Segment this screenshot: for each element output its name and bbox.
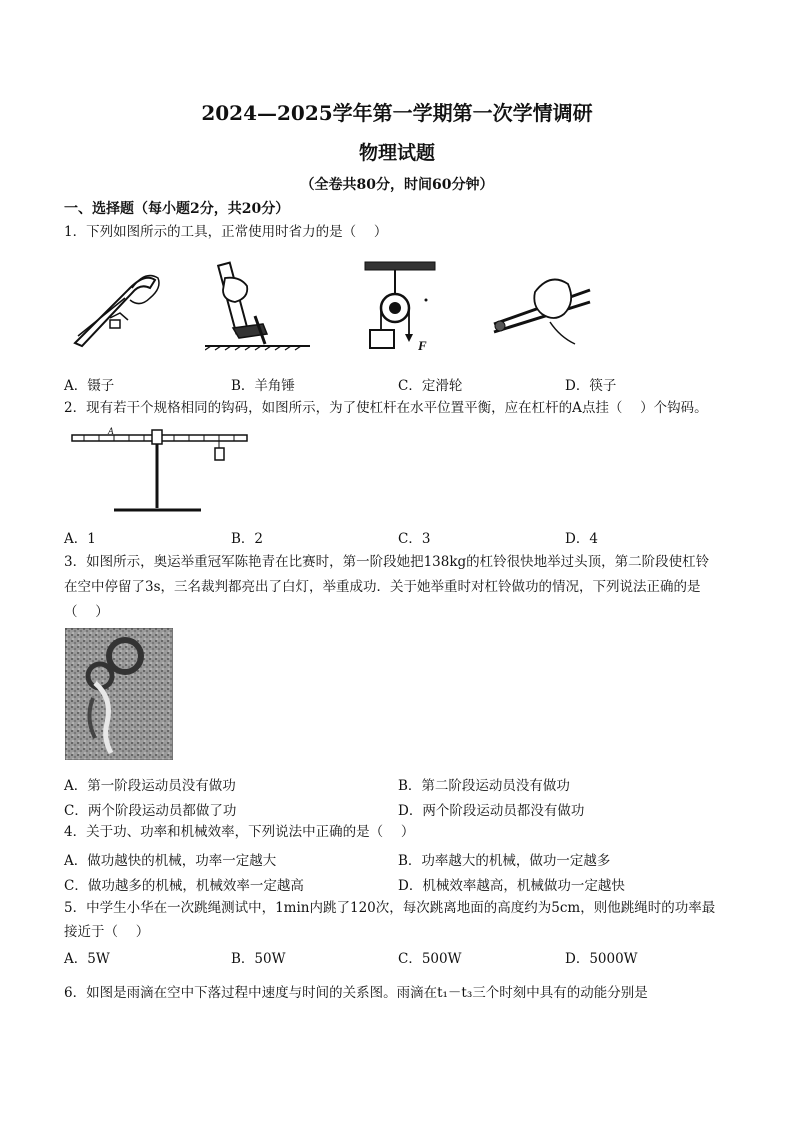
q2-option-d: D．4 [565, 531, 598, 547]
lever-figure [66, 424, 256, 519]
q1-option-a: A．镊子 [64, 378, 115, 394]
q3-stem-line-3: （ ） [64, 604, 109, 620]
exam-title: 2024—2025学年第一学期第一次学情调研 [201, 101, 593, 125]
q4-option-b: B．功率越大的机械，做功一定越多 [398, 853, 611, 869]
q3-option-d: D．两个阶段运动员都没有做功 [398, 803, 585, 819]
q5-option-d: D．5000W [565, 951, 638, 967]
q3-stem-line-1: 3．如图所示，奥运举重冠军陈艳青在比赛时，第一阶段她把138kg的杠铃很快地举过头顶，第二阶段使杠铃 [64, 554, 710, 570]
q5-stem-line-1: 5．中学生小华在一次跳绳测试中，1min内跳了120次，每次跳离地面的高度约为5cm，则他跳绳时的功率最 [64, 900, 716, 916]
q4-option-a: A．做功越快的机械，功率一定越大 [64, 853, 277, 869]
exam-note: （全卷共80分，时间60分钟） [300, 177, 494, 193]
tweezers-figure [70, 258, 165, 353]
q1-option-c: C．定滑轮 [398, 378, 463, 394]
q5-option-a: A．5W [64, 951, 110, 967]
q5-stem-line-2: 接近于（ ） [64, 924, 150, 940]
q4-stem: 4．关于功、功率和机械效率，下列说法中正确的是（ ） [64, 824, 415, 840]
q1-option-d: D．筷子 [565, 378, 617, 394]
q1-option-b: B．羊角锤 [231, 378, 295, 394]
fixed-pulley-figure [360, 258, 440, 358]
q1-stem: 1．下列如图所示的工具，正常使用时省力的是（ ） [64, 224, 388, 240]
q4-option-c: C．做功越多的机械，机械效率一定越高 [64, 878, 304, 894]
q2-option-c: C．3 [398, 531, 431, 547]
q3-stem-line-2: 在空中停留了3s，三名裁判都亮出了白灯，举重成功．关于她举重时对杠铃做功的情况，下列说法正确的是 [64, 579, 701, 595]
weightlifting-photo [65, 628, 173, 760]
q6-stem: 6．如图是雨滴在空中下落过程中速度与时间的关系图。雨滴在t₁－t₃三个时刻中具有的动能分别是 [64, 985, 648, 1001]
section-title: 一、选择题（每小题2分，共20分） [64, 201, 290, 217]
q2-option-a: A．1 [64, 531, 96, 547]
q5-option-b: B．50W [231, 951, 286, 967]
q3-option-b: B．第二阶段运动员没有做功 [398, 778, 570, 794]
q2-stem: 2．现有若干个规格相同的钩码，如图所示，为了使杠杆在水平位置平衡，应在杠杆的A点挂（ ）个钩码。 [64, 400, 708, 416]
q3-option-c: C．两个阶段运动员都做了功 [64, 803, 237, 819]
q2-option-b: B．2 [231, 531, 264, 547]
point-a-label: A [108, 426, 114, 436]
q5-option-c: C．500W [398, 951, 462, 967]
q3-option-a: A．第一阶段运动员没有做功 [64, 778, 236, 794]
claw-hammer-figure [205, 258, 310, 353]
subject-title: 物理试题 [358, 142, 435, 164]
force-label: F [418, 338, 427, 353]
chopsticks-figure [490, 262, 595, 352]
q4-option-d: D．机械效率越高，机械做功一定越快 [398, 878, 625, 894]
